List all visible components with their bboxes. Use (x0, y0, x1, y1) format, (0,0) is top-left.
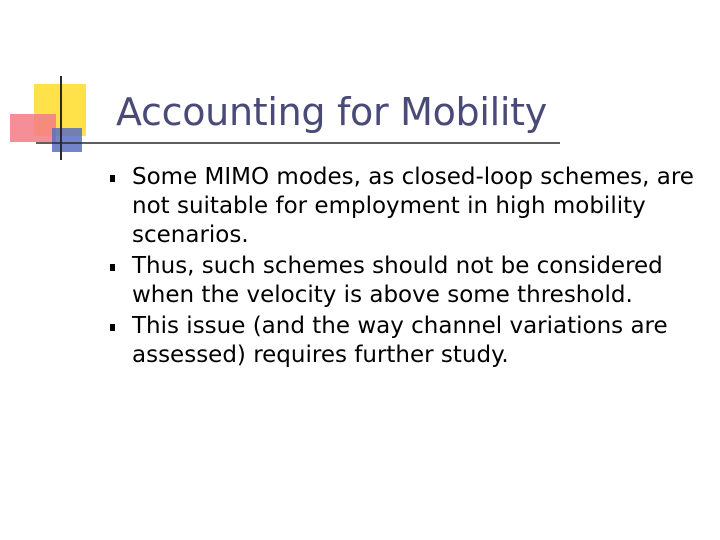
decoration-blue-square (52, 128, 82, 152)
bullet-item (110, 312, 710, 370)
bullet-square-icon (110, 324, 115, 331)
bullet-text: This issue (and the way channel variations are assessed) requires further study. (132, 313, 668, 368)
bullet-text: Thus, such schemes should not be considered when the velocity is above some threshold. (132, 253, 663, 308)
bullet-item (110, 163, 710, 250)
slide-title: Accounting for Mobility (116, 90, 547, 134)
bullet-square-icon (110, 264, 115, 271)
bullet-item (110, 252, 710, 310)
decoration-pink-square (10, 114, 56, 142)
bullet-list (110, 163, 710, 370)
bullet-square-icon (110, 175, 115, 182)
bullet-text: Some MIMO modes, as closed-loop schemes, are not suitable for employment in high mobility scenarios. (132, 164, 694, 248)
